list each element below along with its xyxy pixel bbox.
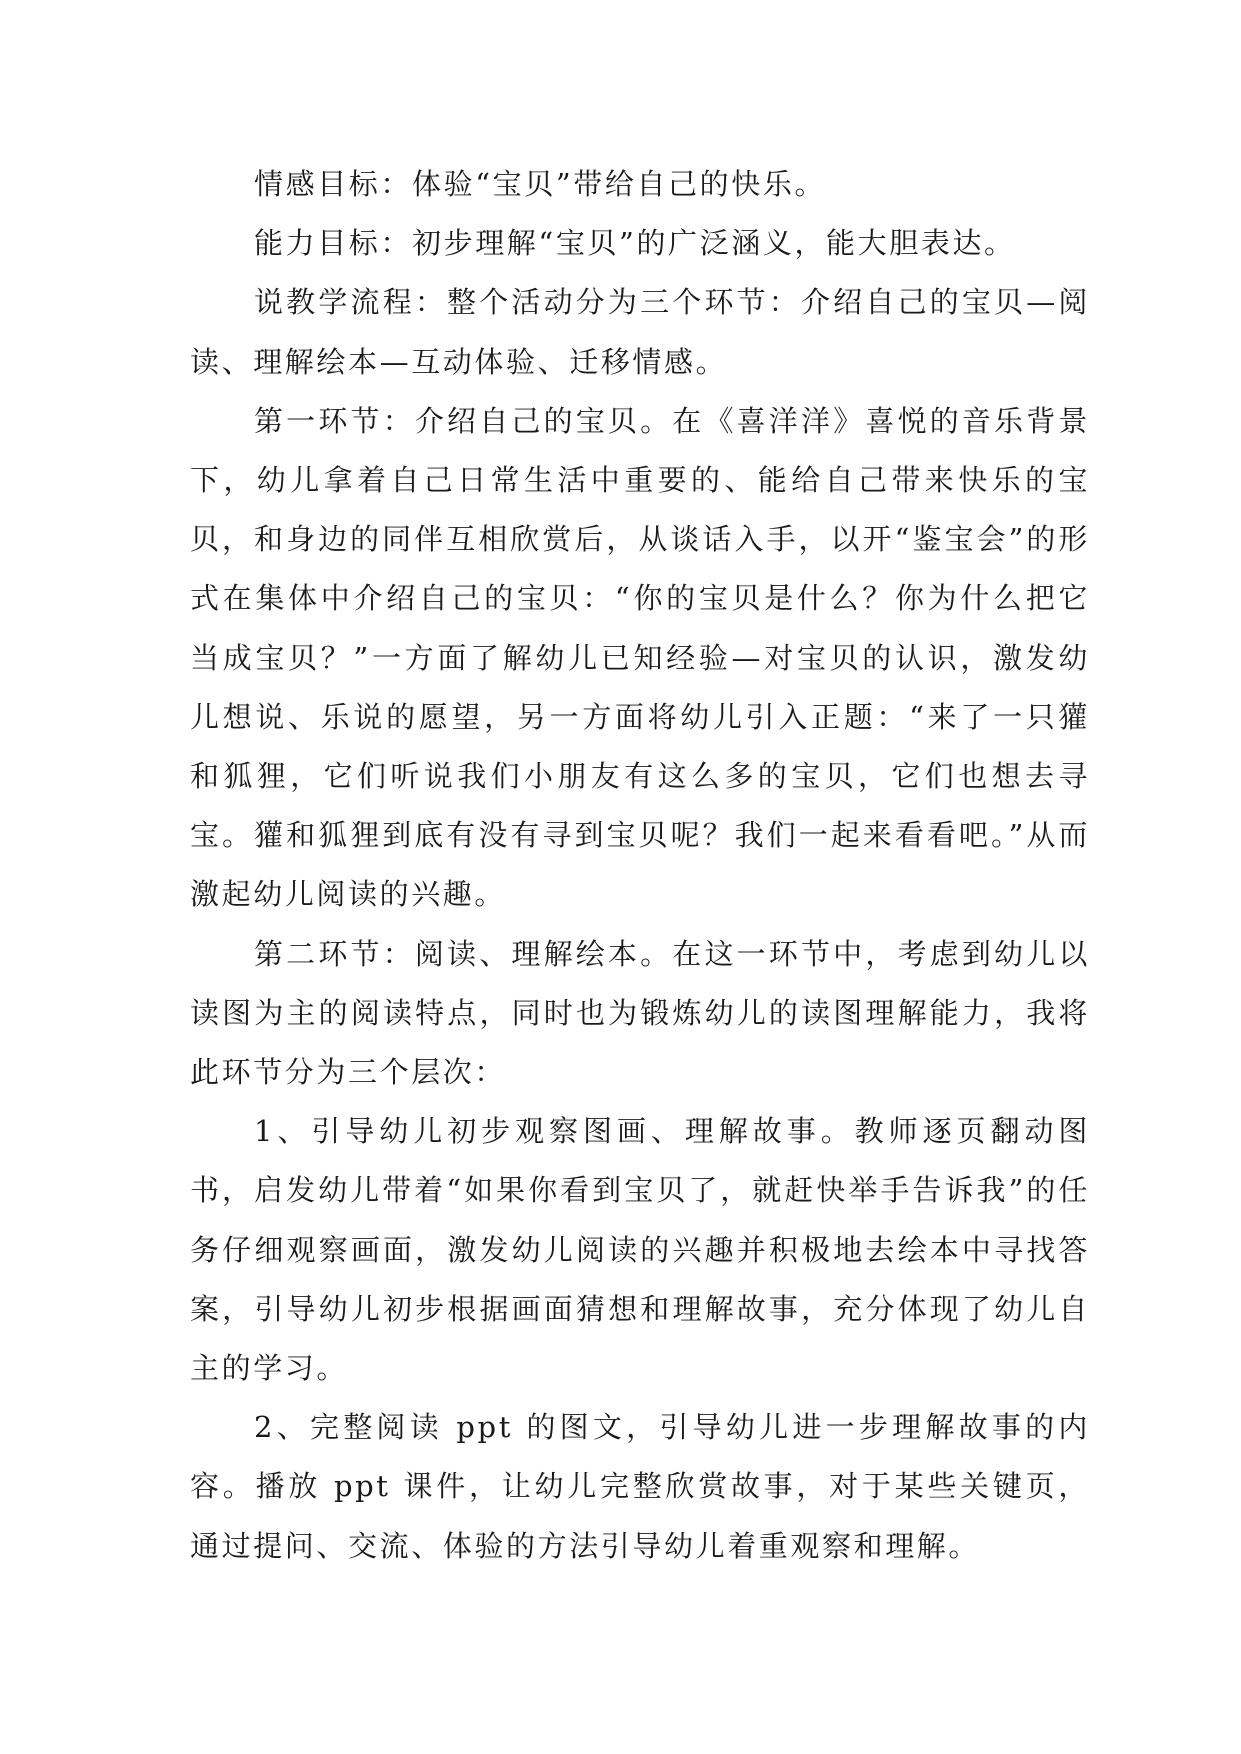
paragraph-step-two: 2、完整阅读 ppt 的图文，引导幼儿进一步理解故事的内容。播放 ppt 课件，让幼儿完整欣赏故事，对于某些关键页，通过提问、交流、体验的方法引导幼儿着重观察和理解。 bbox=[190, 1410, 1090, 1563]
paragraph-stage-one: 第一环节：介绍自己的宝贝。在《喜洋洋》喜悦的音乐背景下，幼儿拿着自己日常生活中重要的、能给自己带来快乐的宝贝，和身边的同伴互相欣赏后，从谈话入手，以开“鉴宝会”的形式在集体中介绍自己的宝贝：“你的宝贝是什么？你为什么把它当成宝贝？”一方面了解幼儿已知经验—对宝贝的认识，激发幼儿想说、乐说的愿望，另一方面将幼儿引入正题：“来了一只獾和狐狸，它们听说我们小朋友有这么多的宝贝，它们也想去寻宝。獾和狐狸到底有没有寻到宝贝呢？我们一起来看看吧。”从而激起幼儿阅读的兴趣。 bbox=[190, 403, 1090, 912]
body-text bbox=[190, 155, 1090, 1576]
paragraph-emotion-goal: 情感目标：体验“宝贝”带给自己的快乐。 bbox=[254, 167, 827, 201]
paragraph-step-one: 1、引导幼儿初步观察图画、理解故事。教师逐页翻动图书，启发幼儿带着“如果你看到宝贝了，就赶快举手告诉我”的任务仔细观察画面，激发幼儿阅读的兴趣并积极地去绘本中寻找答案，引导幼儿初步根据画面猜想和理解故事，充分体现了幼儿自主的学习。 bbox=[190, 1114, 1090, 1386]
paragraph-teaching-flow: 说教学流程：整个活动分为三个环节：介绍自己的宝贝—阅读、理解绘本—互动体验、迁移情感。 bbox=[190, 285, 1090, 379]
paragraph-ability-goal: 能力目标：初步理解“宝贝”的广泛涵义，能大胆表达。 bbox=[254, 226, 1016, 261]
paragraph-stage-two: 第二环节：阅读、理解绘本。在这一环节中，考虑到幼儿以读图为主的阅读特点，同时也为锻炼幼儿的读图理解能力，我将此环节分为三个层次： bbox=[190, 936, 1090, 1090]
